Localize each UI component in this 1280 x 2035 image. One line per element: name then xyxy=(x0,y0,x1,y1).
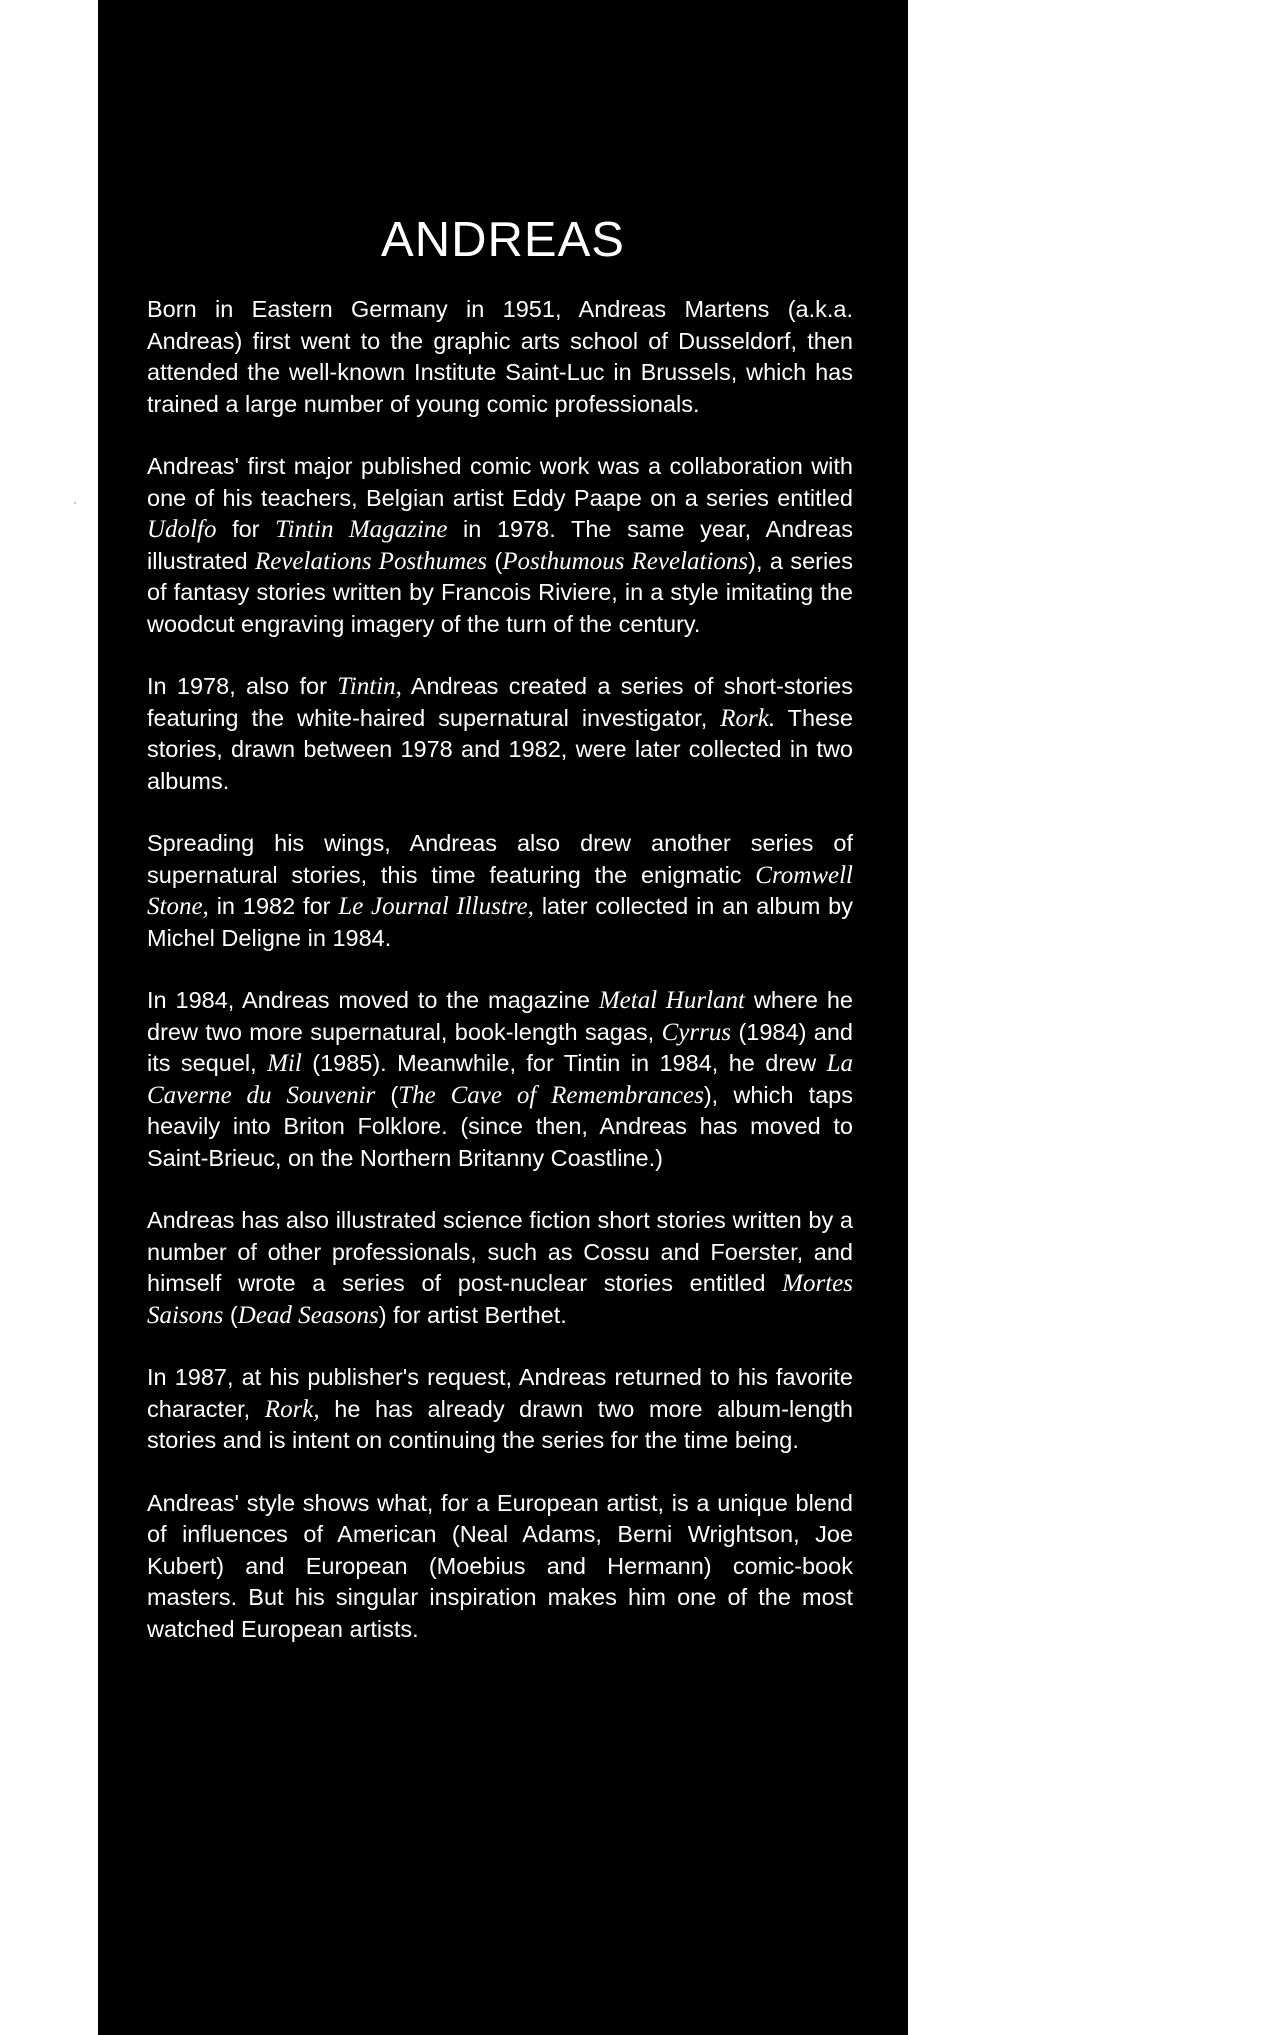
text-run: ( xyxy=(223,1301,238,1328)
paragraph-2 xyxy=(147,451,853,640)
text-run: (1985). Meanwhile, for Tintin in 1984, he drew xyxy=(301,1050,827,1076)
paragraph-4 xyxy=(147,828,853,954)
text-run: ( xyxy=(375,1081,399,1108)
text-run: where he drew two more supernatural, book-length sagas, xyxy=(147,987,853,1045)
text-run: in 1982 for xyxy=(208,893,339,919)
text-run: ), a series of fantasy stories written by Francois Riviere, in a style imitating the woodcut engraving imagery of the turn of the century. xyxy=(147,547,854,637)
paragraph-6 xyxy=(147,1205,853,1331)
italic-title: Mortes Saisons xyxy=(147,1270,853,1329)
italic-title: Revelations Posthumes xyxy=(254,547,487,575)
text-run: ) for artist Berthet. xyxy=(378,1301,567,1328)
text-run: ( xyxy=(487,547,503,574)
italic-title: Rork. xyxy=(720,704,776,732)
text-run: In 1984, Andreas moved to the magazine xyxy=(147,987,599,1013)
text-run: he has already drawn two more album-length stories and is intent on continuing the series for the time being. xyxy=(147,1395,853,1453)
text-run: In 1987, at his publisher's request, Andreas returned to his favorite character, xyxy=(147,1364,853,1422)
text-run: In 1978, also for xyxy=(147,673,338,699)
italic-title: La Caverne du Souvenir xyxy=(147,1050,853,1109)
italic-title: The Cave of Remembrances xyxy=(398,1081,704,1109)
text-run: These stories, drawn between 1978 and 1982, were later collected in two albums. xyxy=(147,704,853,794)
text-run: Andreas' style shows what, for a European artist, is a unique blend of influences of American (Neal Adams, Berni Wrightson, Joe Kubert) and European (Moebius and Hermann) comic-book masters. But his singular inspiration makes him one of the most watched European artists. xyxy=(147,1489,853,1642)
paragraph-8 xyxy=(147,1488,853,1646)
paragraph-5 xyxy=(147,985,853,1174)
italic-title: Le Journal Illustre, xyxy=(338,893,534,920)
italic-title: Cromwell Stone, xyxy=(147,861,853,920)
text-run: Andreas' first major published comic work was a collaboration with one of his teachers, Belgian artist Eddy Paape on a series entitled xyxy=(147,453,853,511)
text-run: in 1978. The same year, Andreas illustrated xyxy=(147,516,853,574)
italic-title: Mil xyxy=(267,1050,302,1077)
text-run: for xyxy=(216,516,276,542)
text-run: Spreading his wings, Andreas also drew another series of supernatural stories, this time featuring the enigmatic xyxy=(147,830,853,888)
italic-title: Tintin Magazine xyxy=(275,516,448,543)
paragraph-3 xyxy=(147,671,853,797)
italic-title: Udolfo xyxy=(147,516,217,543)
text-run: Andreas created a series of short-stories featuring the white-haired supernatural investigator, xyxy=(147,673,853,731)
italic-title: Rork, xyxy=(264,1395,320,1423)
text-run: (1984) and its sequel, xyxy=(147,1018,853,1076)
text-run: ), which taps heavily into Briton Folklore. (since then, Andreas has moved to Saint-Brieuc, on the Northern Britanny Coastline.) xyxy=(147,1081,853,1171)
italic-title: Posthumous Revelations xyxy=(502,547,749,575)
italic-title: Metal Hurlant xyxy=(598,987,745,1014)
italic-title: Tintin, xyxy=(337,673,402,700)
text-run: Born in Eastern Germany in 1951, Andreas Martens (a.k.a. Andreas) first went to the graphic arts school of Dusseldorf, then attended the well-known Institute Saint-Luc in Brussels, which has trained a large number of young comic professionals. xyxy=(147,296,853,417)
scan-speck xyxy=(74,502,76,504)
paragraph-7 xyxy=(147,1362,853,1457)
paragraph-1 xyxy=(147,294,853,420)
text-run: later collected in an album by Michel Deligne in 1984. xyxy=(147,893,854,951)
page-title: ANDREAS xyxy=(381,213,625,267)
text-run: Andreas has also illustrated science fiction short stories written by a number of other professionals, such as Cossu and Foerster, and himself wrote a series of post-nuclear stories entitled xyxy=(147,1207,853,1296)
biography-text xyxy=(147,294,853,1676)
italic-title: Dead Seasons xyxy=(237,1301,379,1329)
italic-title: Cyrrus xyxy=(661,1018,732,1046)
